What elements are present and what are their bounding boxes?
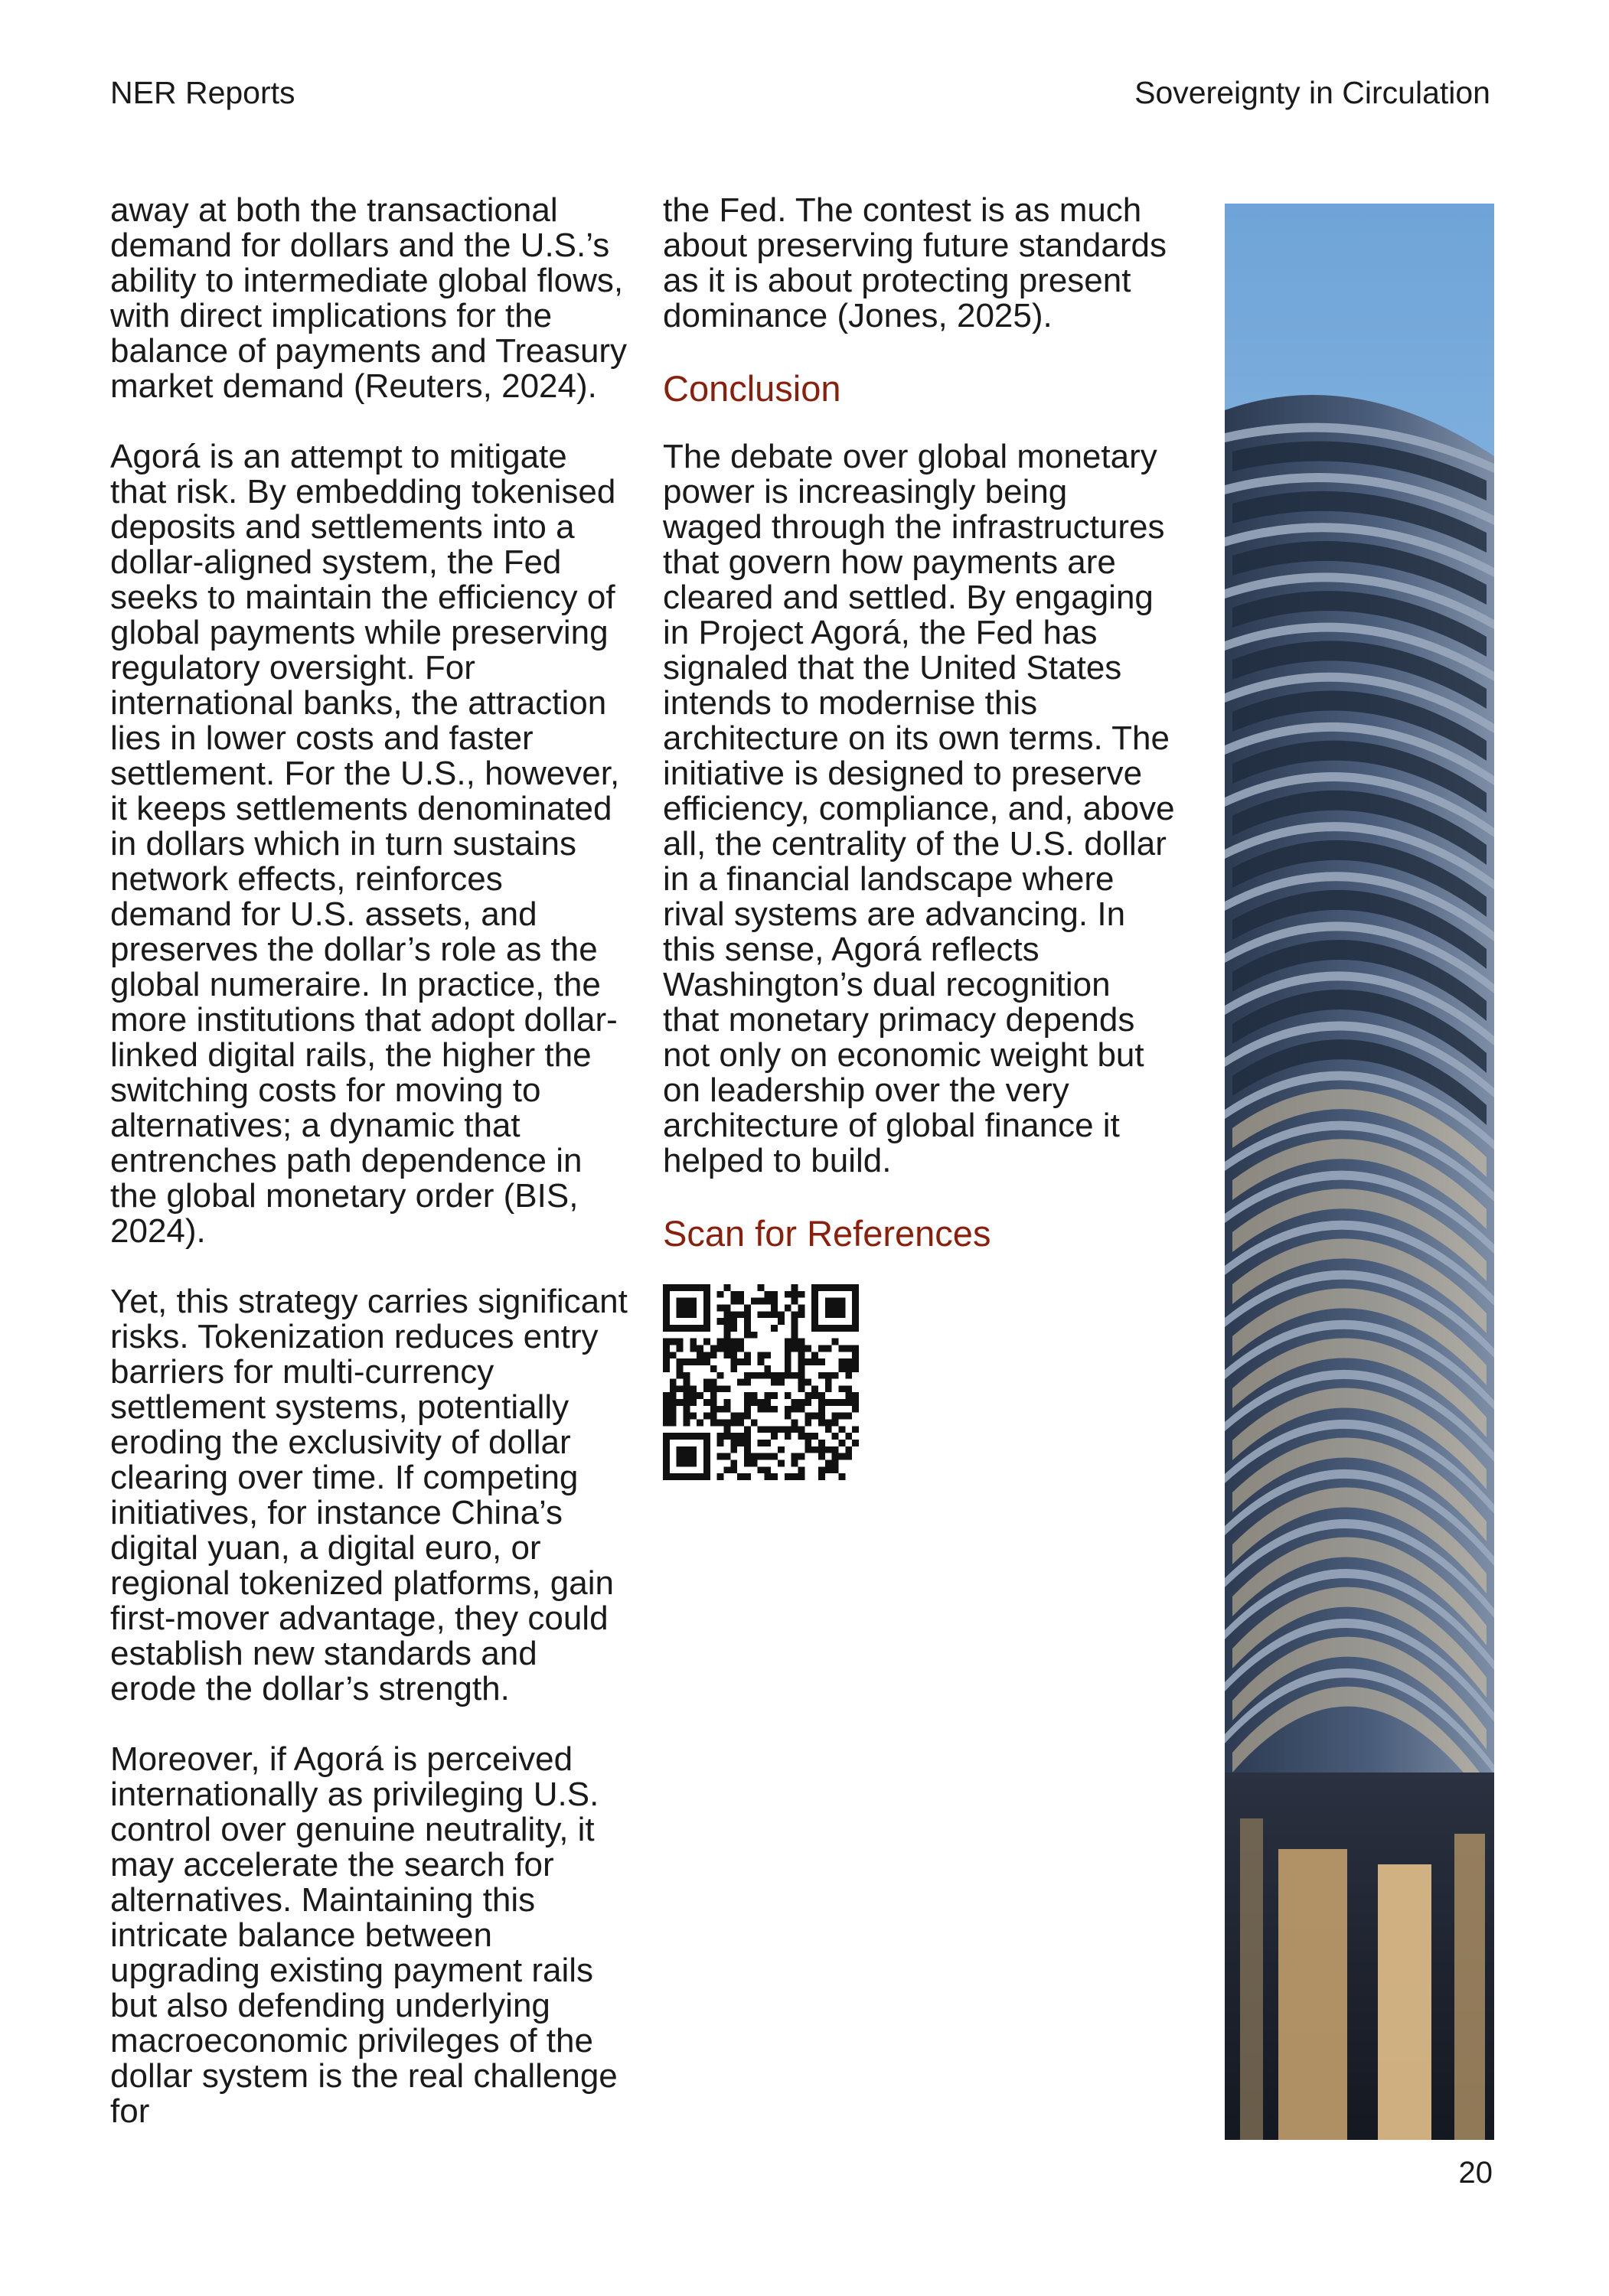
body-paragraph: Agorá is an attempt to mitigate that risk. By embedding tokenised deposits and settlements into a dollar-aligned system, the Fed seeks to maintain the efficiency of global payments while preserving regulatory oversight. For international banks, the attraction lies in lower costs and faster settlement. For the U.S., however, it keeps settlements denominated in dollars which in turn sustains network effects, reinforces demand for U.S. assets, and preserves the dollar’s role as the global numeraire. In practice, the more institutions that adopt dollar-linked digital rails, the higher the switching costs for moving to alternatives; a dynamic that entrenches path dependence in the global monetary order (BIS, 2024). — [110, 438, 620, 1250]
qr-code-icon — [663, 1284, 859, 1480]
conclusion-paragraph: The debate over global monetary power is increasingly being waged through the infrastructures that govern how payments are cleared and settled. By engaging in Project Agorá, the Fed has signaled that the United States intends to modernise this architecture on its own terms. The initiative is designed to preserve efficiency, compliance, and, above all, the centrality of the U.S. dollar in a financial landscape where rival systems are advancing. In this sense, Agorá reflects Washington’s dual recognition that monetary primacy depends not only on economic weight but on leadership over the very architecture of global finance it helped to build. — [663, 438, 1175, 1179]
left-column — [110, 193, 631, 2129]
continuation-paragraph: the Fed. The contest is as much about preserving future standards as it is about protecting present dominance (Jones, 2025). — [663, 191, 1167, 334]
middle-column — [663, 193, 1176, 1480]
references-qr-code[interactable] — [663, 1284, 859, 1480]
body-paragraph: Moreover, if Agorá is perceived internationally as privileging U.S. control over genuine neutrality, it may accelerate the search for alternatives. Maintaining this intricate balance between upgrading existing payment rails but also defending underlying macroeconomic privileges of the dollar system is the real challenge for — [110, 1740, 618, 2130]
page-number: 20 — [1458, 2156, 1493, 2190]
body-paragraph: away at both the transactional demand for dollars and the U.S.’s ability to intermediate global flows, with direct implications for the balance of payments and Treasury market demand (Reuters, 2024). — [110, 191, 628, 405]
body-paragraph: Yet, this strategy carries significant risks. Tokenization reduces entry barriers for multi-currency settlement systems, potentially eroding the exclusivity of dollar clearing over time. If competing initiatives, for instance China’s digital yuan, a digital euro, or regional tokenized platforms, gain first-mover advantage, they could establish new standards and erode the dollar’s strength. — [110, 1283, 628, 1707]
publication-name: NER Reports — [110, 75, 295, 110]
conclusion-heading: Conclusion — [663, 368, 841, 409]
references-heading: Scan for References — [663, 1213, 991, 1254]
article-title: Sovereignty in Circulation — [1134, 75, 1490, 110]
tower-building-image — [1225, 204, 1494, 2140]
building-photo — [1225, 204, 1494, 2140]
